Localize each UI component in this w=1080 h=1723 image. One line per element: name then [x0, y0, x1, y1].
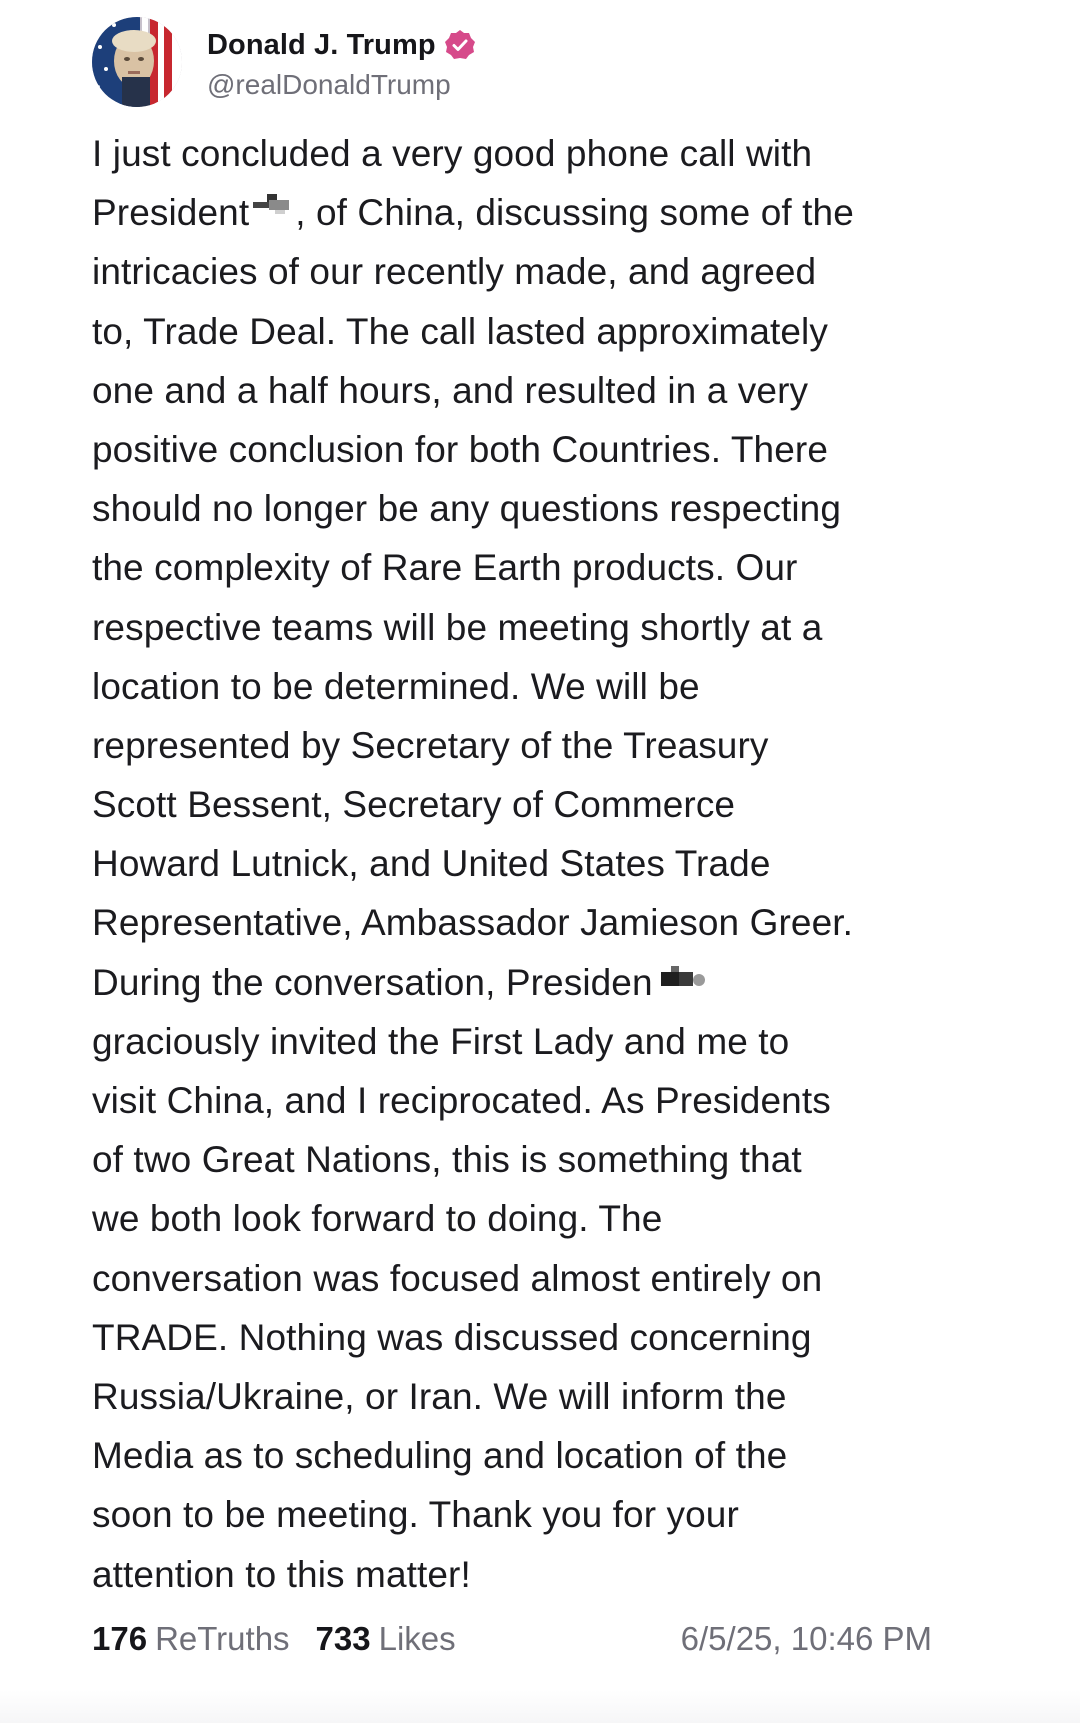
- post-line: Representative, Ambassador Jamieson Greer.: [92, 902, 854, 944]
- bottom-divider: [0, 1690, 1080, 1723]
- name-row: [207, 23, 476, 67]
- post-line: Scott Bessent, Secretary of Commerce: [92, 784, 736, 826]
- post-line: Howard Lutnick, and United States Trade: [92, 843, 771, 885]
- likes-count: 733: [315, 1620, 371, 1657]
- post-line: represented by Secretary of the Treasury: [92, 724, 769, 766]
- post-header: [92, 14, 476, 110]
- post-line: I just concluded a very good phone call with: [92, 133, 813, 174]
- post-line: graciously invited the First Lady and me to: [92, 1020, 790, 1062]
- post-line: Media as to scheduling and location of the: [92, 1435, 788, 1477]
- likes-label: Likes: [378, 1620, 456, 1657]
- retruths-stat[interactable]: [92, 1620, 290, 1658]
- post-line-segment: During the conversation, Presiden: [92, 961, 653, 1003]
- likes-stat[interactable]: [316, 1620, 456, 1658]
- post-text: [92, 124, 992, 1604]
- post-line-segment: President: [92, 192, 250, 234]
- flag-portrait-avatar-icon: [92, 17, 182, 107]
- post-line: Russia/Ukraine, or Iran. We will inform the: [92, 1375, 787, 1417]
- avatar[interactable]: [92, 17, 182, 107]
- display-name[interactable]: Donald J. Trump: [207, 28, 436, 61]
- redacted-name-mark: [249, 190, 293, 220]
- post-line: [92, 953, 992, 1012]
- post-line: of two Great Nations, this is something that: [92, 1139, 802, 1181]
- post-line: to, Trade Deal. The call lasted approximately: [92, 310, 828, 352]
- post-timestamp[interactable]: 6/5/25, 10:46 PM: [680, 1620, 932, 1657]
- post-line-segment: , of China, discussing some of the: [295, 192, 854, 234]
- post-line: the complexity of Rare Earth products. Our: [92, 547, 798, 589]
- post-line: positive conclusion for both Countries. There: [92, 428, 828, 470]
- post-line: TRADE. Nothing was discussed concerning: [92, 1316, 812, 1358]
- post-line: intricacies of our recently made, and agreed: [92, 251, 817, 293]
- post-line: soon to be meeting. Thank you for your: [92, 1494, 739, 1536]
- post-line: one and a half hours, and resulted in a very: [92, 369, 809, 411]
- post-footer: [92, 1614, 932, 1664]
- post-line: conversation was focused almost entirely on: [92, 1257, 823, 1299]
- post-line: visit China, and I reciprocated. As Presidents: [92, 1080, 831, 1121]
- retruths-count: 176: [92, 1620, 148, 1657]
- retruths-label: ReTruths: [155, 1620, 290, 1657]
- author-names: [207, 23, 476, 101]
- post-line: attention to this matter!: [92, 1553, 471, 1595]
- redacted-name-mark: [661, 966, 707, 996]
- handle[interactable]: @realDonaldTrump: [207, 69, 451, 100]
- verified-badge-icon: [444, 29, 476, 61]
- post-line: respective teams will be meeting shortly at a: [92, 606, 823, 648]
- post-line: location to be determined. We will be: [92, 665, 700, 707]
- post-line: we both look forward to doing. The: [92, 1198, 663, 1240]
- post-line: [92, 183, 992, 242]
- post-line: should no longer be any questions respecting: [92, 488, 842, 530]
